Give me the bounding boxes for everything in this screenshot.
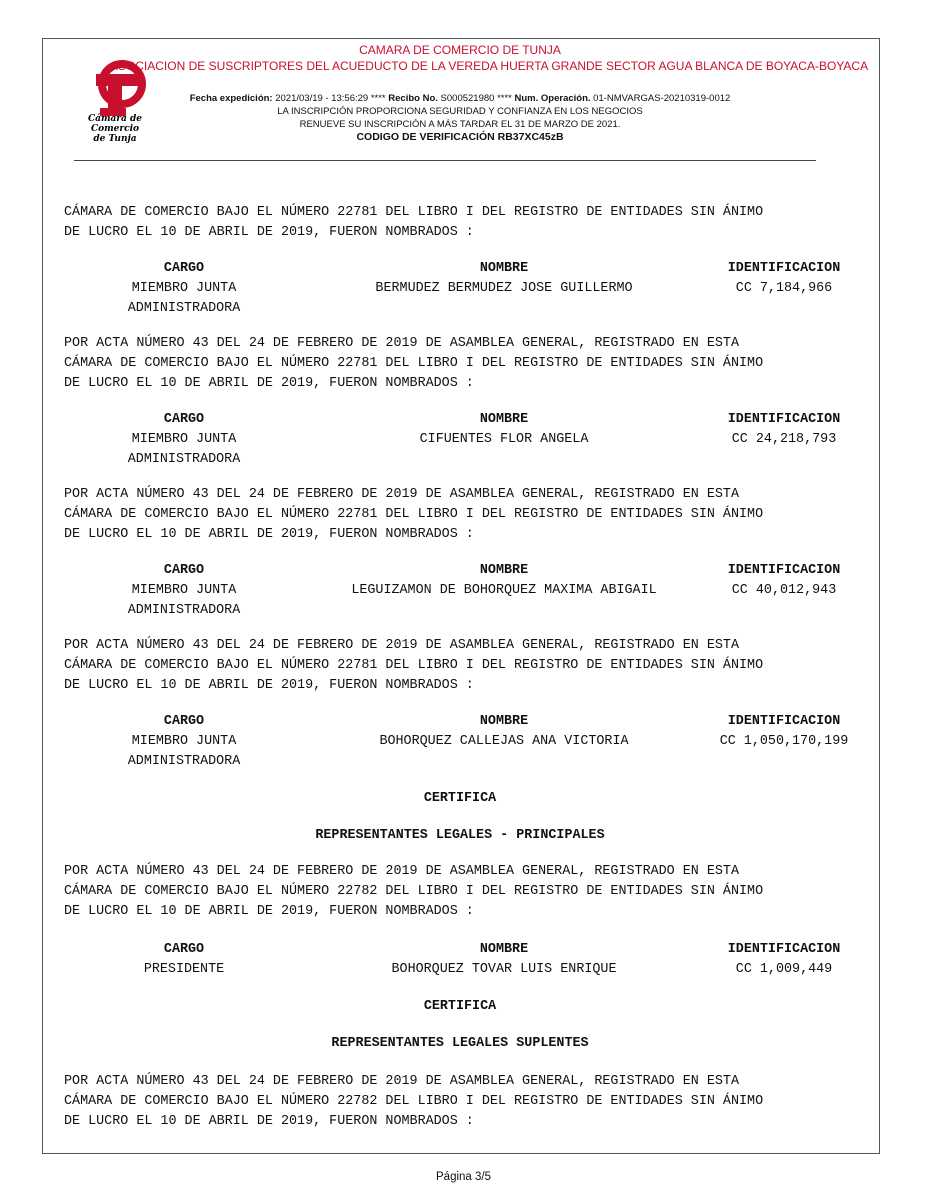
act-paragraph: POR ACTA NÚMERO 43 DEL 24 DE FEBRERO DE 2019 DE ASAMBLEA GENERAL, REGISTRADO EN ESTA CÁMARA DE COMERCIO BAJO EL NÚMERO 22781 DEL LIBRO I DEL REGISTRO DE ENTIDADES SIN ÁNIMO DE LUCRO EL 10 DE ABRIL DE 2019, FUERON NOMBRADOS : (64, 336, 764, 391)
act-paragraph: POR ACTA NÚMERO 43 DEL 24 DE FEBRERO DE 2019 DE ASAMBLEA GENERAL, REGISTRADO EN ESTA CÁMARA DE COMERCIO BAJO EL NÚMERO 22781 DEL LIBRO I DEL REGISTRO DE ENTIDADES SIN ÁNIMO DE LUCRO EL 10 DE ABRIL DE 2019, FUERON NOMBRADOS : (64, 487, 764, 542)
col-identificacion: IDENTIFICACION (727, 942, 841, 957)
table-row (64, 430, 856, 467)
nombre-cell: BOHORQUEZ CALLEJAS ANA VICTORIA (379, 734, 629, 749)
verification-code: CODIGO DE VERIFICACIÓN RB37XC45zB (356, 131, 564, 143)
issue-line (100, 92, 820, 105)
cargo-cell: MIEMBRO JUNTA ADMINISTRADORA (127, 432, 241, 467)
nombre-cell: LEGUIZAMON DE BOHORQUEZ MAXIMA ABIGAIL (351, 583, 657, 598)
col-identificacion: IDENTIFICACION (727, 412, 841, 427)
table-row (64, 581, 856, 618)
id-cell: CC 24,218,793 (731, 432, 837, 447)
table-header (64, 259, 856, 279)
certifica-heading: CERTIFICA (423, 791, 497, 806)
section-heading-suplentes: REPRESENTANTES LEGALES SUPLENTES (331, 1036, 589, 1051)
cargo-cell: MIEMBRO JUNTA ADMINISTRADORA (127, 734, 241, 769)
id-cell: CC 7,184,966 (735, 281, 833, 296)
header-divider (74, 160, 816, 161)
col-cargo: CARGO (163, 563, 205, 578)
operacion-value: 01-NMVARGAS-20210319-0012 (593, 93, 731, 104)
col-nombre: NOMBRE (479, 942, 529, 957)
act-paragraph: POR ACTA NÚMERO 43 DEL 24 DE FEBRERO DE 2019 DE ASAMBLEA GENERAL, REGISTRADO EN ESTA CÁMARA DE COMERCIO BAJO EL NÚMERO 22782 DEL LIBRO I DEL REGISTRO DE ENTIDADES SIN ÁNIMO DE LUCRO EL 10 DE ABRIL DE 2019, FUERON NOMBRADOS : (64, 864, 764, 919)
intro-paragraph: CÁMARA DE COMERCIO BAJO EL NÚMERO 22781 DEL LIBRO I DEL REGISTRO DE ENTIDADES SIN ÁNIMO DE LUCRO EL 10 DE ABRIL DE 2019, FUERON NOMBRADOS : (64, 205, 764, 240)
table-row (64, 279, 856, 316)
cargo-cell: PRESIDENTE (143, 962, 225, 977)
col-identificacion: IDENTIFICACION (727, 261, 841, 276)
header-meta (100, 92, 820, 144)
cargo-cell: MIEMBRO JUNTA ADMINISTRADORA (127, 281, 241, 316)
col-cargo: CARGO (163, 714, 205, 729)
table-header (64, 712, 856, 732)
col-nombre: NOMBRE (479, 261, 529, 276)
col-nombre: NOMBRE (479, 563, 529, 578)
act-paragraph: POR ACTA NÚMERO 43 DEL 24 DE FEBRERO DE 2019 DE ASAMBLEA GENERAL, REGISTRADO EN ESTA CÁMARA DE COMERCIO BAJO EL NÚMERO 22781 DEL LIBRO I DEL REGISTRO DE ENTIDADES SIN ÁNIMO DE LUCRO EL 10 DE ABRIL DE 2019, FUERON NOMBRADOS : (64, 638, 764, 693)
appointment-table-2 (64, 410, 856, 467)
id-cell: CC 1,050,170,199 (719, 734, 849, 749)
id-cell: CC 1,009,449 (735, 962, 833, 977)
fecha-label: Fecha expedición: (189, 93, 273, 104)
page-number: Página 3/5 (436, 1171, 491, 1183)
col-identificacion: IDENTIFICACION (727, 563, 841, 578)
recibo-label: Recibo No. (388, 93, 438, 104)
col-cargo: CARGO (163, 412, 205, 427)
nombre-cell: BOHORQUEZ TOVAR LUIS ENRIQUE (391, 962, 617, 977)
appointment-table-4 (64, 712, 856, 769)
table-row (64, 960, 856, 980)
table-header (64, 561, 856, 581)
nombre-cell: CIFUENTES FLOR ANGELA (419, 432, 589, 447)
appointment-table-5 (64, 940, 856, 980)
col-identificacion: IDENTIFICACION (727, 714, 841, 729)
table-header (64, 940, 856, 960)
nombre-cell: BERMUDEZ BERMUDEZ JOSE GUILLERMO (375, 281, 633, 296)
header-line-2: LA INSCRIPCIÓN PROPORCIONA SEGURIDAD Y CONFIANZA EN LOS NEGOCIOS (277, 106, 643, 117)
id-cell: CC 40,012,943 (731, 583, 837, 598)
appointment-table-1 (64, 259, 856, 316)
entity-name: ASOCIACION DE SUSCRIPTORES DEL ACUEDUCTO DE LA VEREDA HUERTA GRANDE SECTOR AGUA BLANCA DE BOYACA-BOYACA (109, 59, 869, 73)
table-row (64, 732, 856, 769)
header-line-3: RENUEVE SU INSCRIPCIÓN A MÁS TARDAR EL 31 DE MARZO DE 2021. (299, 119, 621, 130)
appointment-table-3 (64, 561, 856, 618)
col-nombre: NOMBRE (479, 714, 529, 729)
col-nombre: NOMBRE (479, 412, 529, 427)
chamber-title: CAMARA DE COMERCIO DE TUNJA (359, 43, 561, 57)
section-heading-principales: REPRESENTANTES LEGALES - PRINCIPALES (315, 828, 605, 843)
table-header (64, 410, 856, 430)
fecha-value: 2021/03/19 - 13:56:29 **** (275, 93, 386, 104)
cargo-cell: MIEMBRO JUNTA ADMINISTRADORA (127, 583, 241, 618)
col-cargo: CARGO (163, 942, 205, 957)
col-cargo: CARGO (163, 261, 205, 276)
certifica-heading: CERTIFICA (423, 999, 497, 1014)
operacion-label: Num. Operación. (514, 93, 591, 104)
recibo-value: S000521980 **** (440, 93, 512, 104)
act-paragraph: POR ACTA NÚMERO 43 DEL 24 DE FEBRERO DE 2019 DE ASAMBLEA GENERAL, REGISTRADO EN ESTA CÁMARA DE COMERCIO BAJO EL NÚMERO 22782 DEL LIBRO I DEL REGISTRO DE ENTIDADES SIN ÁNIMO DE LUCRO EL 10 DE ABRIL DE 2019, FUERON NOMBRADOS : (64, 1074, 764, 1129)
logo-caption: Cámara de Comercio de Tunja (87, 114, 143, 144)
